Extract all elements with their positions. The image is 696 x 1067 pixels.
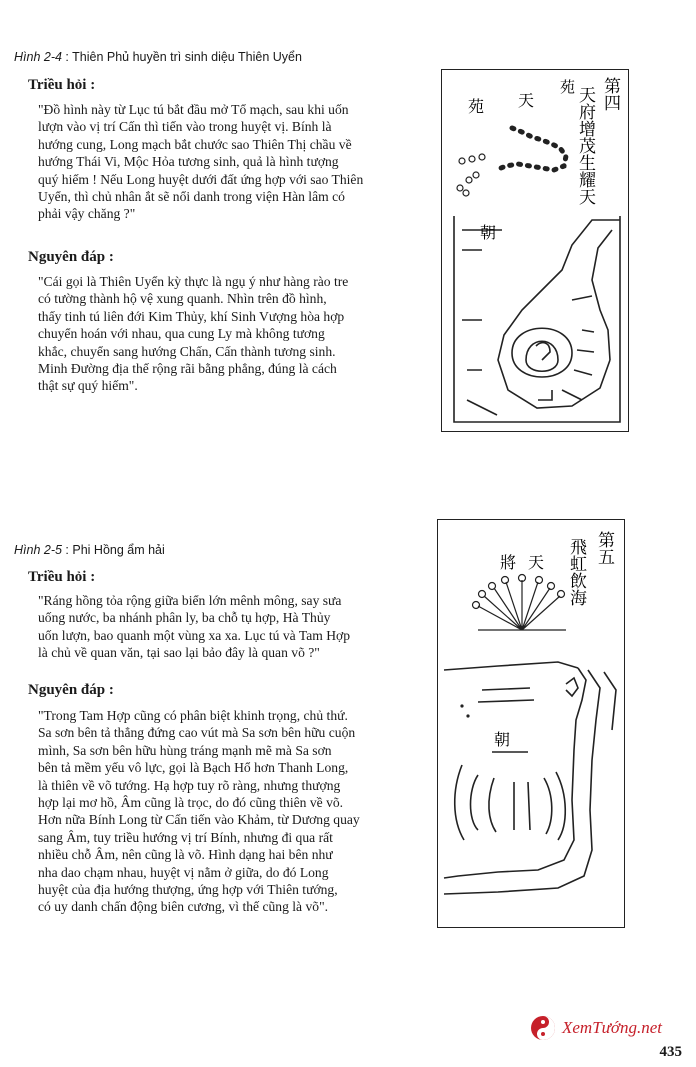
text-line: bên tả mềm yếu vô lực, gọi là Bạch Hổ hơn Thanh Long, <box>38 760 349 776</box>
text-line: hướng Thái Vi, Mộc Hỏa tương sinh, quả là hình tượng <box>38 154 339 170</box>
question-heading: Triều hỏi : <box>28 569 96 585</box>
text-line: mình, Sa sơn bên hữu hùng tráng mạnh mẽ mà Sa sơn <box>38 742 332 758</box>
yin-yang-icon <box>528 1014 558 1042</box>
figure-thien-phu <box>441 69 629 432</box>
text-line: sang Âm, tuy triều hướng vị trí Bính, nhưng đi qua rất <box>38 829 333 845</box>
text-line: Hơn nữa Bính Long từ Cấn tiến vào Khảm, từ Dương quay <box>38 812 360 828</box>
caption-number: Hình 2-4 <box>14 50 62 64</box>
chao-char: 朝 <box>480 223 497 242</box>
figure-caption-2-4 <box>14 50 302 64</box>
text-line: thấy tinh tú liên đới Kim Thủy, khí Sinh Vượng hòa hợp <box>38 308 345 324</box>
text-line: phải vậy chăng ?" <box>38 206 136 222</box>
text-line: hướng cung, Long mạch bắt chước sao Thiên Thị chầu về <box>38 136 352 152</box>
dot-mark <box>466 714 469 717</box>
text-line: có uy danh chấn động biên cương, vì thế cũng là võ". <box>38 899 329 915</box>
terrain-lines <box>444 662 616 894</box>
star-fan <box>473 575 567 631</box>
text-line: Minh Đường địa thế rộng rãi bằng phẳng, đúng là cách <box>38 361 337 377</box>
star-char-tian: 天 <box>528 553 545 572</box>
star-char-jiang: 將 <box>500 553 517 572</box>
page-number: 435 <box>659 1044 682 1060</box>
text-line: có tường thành hộ vệ xung quanh. Nhìn trên đồ hình, <box>38 291 327 307</box>
question-paragraph <box>38 101 400 223</box>
figure-phi-hong <box>437 519 625 928</box>
answer-paragraph <box>38 707 400 916</box>
text-line: nhiều chỗ Âm, nên cũng là võ. Hình dạng hai bên như <box>38 847 333 863</box>
text-line: Sa sơn bên tả thẳng đứng cao vút mà Sa sơn bên hữu cuộn <box>38 725 356 741</box>
text-line: "Cái gọi là Thiên Uyển kỳ thực là ngụ ý như hàng rào tre <box>38 274 349 289</box>
text-line: huyệt của địa hướng thượng, ứng hợp với Thiên tướng, <box>38 882 338 898</box>
question-heading: Triều hỏi : <box>28 77 96 93</box>
terrain-lines <box>454 216 620 422</box>
corner-char: 苑 <box>560 78 576 96</box>
answer-heading: Nguyên đáp : <box>28 249 114 265</box>
figure-title-col2: 天府增茂生耀天 <box>575 86 595 205</box>
caption-title: : Thiên Phủ huyền trì sinh diệu Thiên Uyển <box>61 50 302 64</box>
text-line: "Đồ hình này từ Lục tú bắt đầu mở Tổ mạch, sau khi uốn <box>38 102 349 117</box>
star-chain <box>457 128 566 196</box>
text-line: quý hiếm ! Nếu Long huyệt dưới đất ứng hợp với sao Thiên <box>38 171 364 187</box>
text-line: nha dao chạm nhau, huyệt vị nằm ở giữa, do đó Long <box>38 864 329 880</box>
site-logo <box>528 1014 662 1042</box>
chao-char: 朝 <box>494 730 511 749</box>
text-line: thật sự quý hiếm". <box>38 378 138 394</box>
text-line: Uyển, thì chủ nhân ắt sẽ nổi danh trong viện Hàn lâm có <box>38 189 345 205</box>
logo-text: XemTướng.net <box>562 1018 663 1037</box>
fengshui-diagram <box>442 70 628 431</box>
text-line: là thiên về võ tướng. Hạ hợp tuy rõ ràng, nhưng thượng <box>38 777 341 793</box>
text-line: khắc, chuyển sang hướng Chấn, Cấn thành tương sinh. <box>38 343 336 359</box>
dot-mark <box>460 704 463 707</box>
caption-title: : Phi Hồng ẩm hải <box>61 543 165 557</box>
caption-number: Hình 2-5 <box>14 543 62 557</box>
text-line: uống nước, ba nhánh phân ly, ba chỗ tụ hợp, Hà Thủy <box>38 610 331 626</box>
question-paragraph <box>38 592 400 662</box>
text-line: uốn lượn, bao quanh một vùng xa xa. Lục tú và Tam Hợp <box>38 627 350 643</box>
figure-caption-2-5 <box>14 543 165 557</box>
text-line: hợp lại mơ hồ, Âm cũng là trọc, do đó cũng thiên về võ. <box>38 795 344 811</box>
fengshui-diagram <box>438 520 624 927</box>
figure-title-col1: 第五 <box>594 531 614 565</box>
figure-title-col2: 飛虹飲海 <box>566 538 586 606</box>
text-line: là chủ về quan văn, tại sao lại bảo đây là quan võ ?" <box>38 645 320 661</box>
text-line: lượn vào vị trí Cấn thì tiến vào trong huyệt vị. Bính là <box>38 119 332 135</box>
answer-heading: Nguyên đáp : <box>28 682 114 698</box>
text-line: "Ráng hồng tỏa rộng giữa biển lớn mênh mông, say sưa <box>38 593 342 608</box>
text-line: chuyển hoán với nhau, qua cung Ly mà không tương <box>38 326 325 342</box>
answer-paragraph <box>38 273 400 395</box>
text-line: "Trong Tam Hợp cũng có phân biệt khinh trọng, chủ thứ. <box>38 708 348 723</box>
star-char-tian: 天 <box>518 91 535 110</box>
figure-title-col1: 第四 <box>600 77 620 111</box>
star-char-yuan: 苑 <box>468 97 485 116</box>
